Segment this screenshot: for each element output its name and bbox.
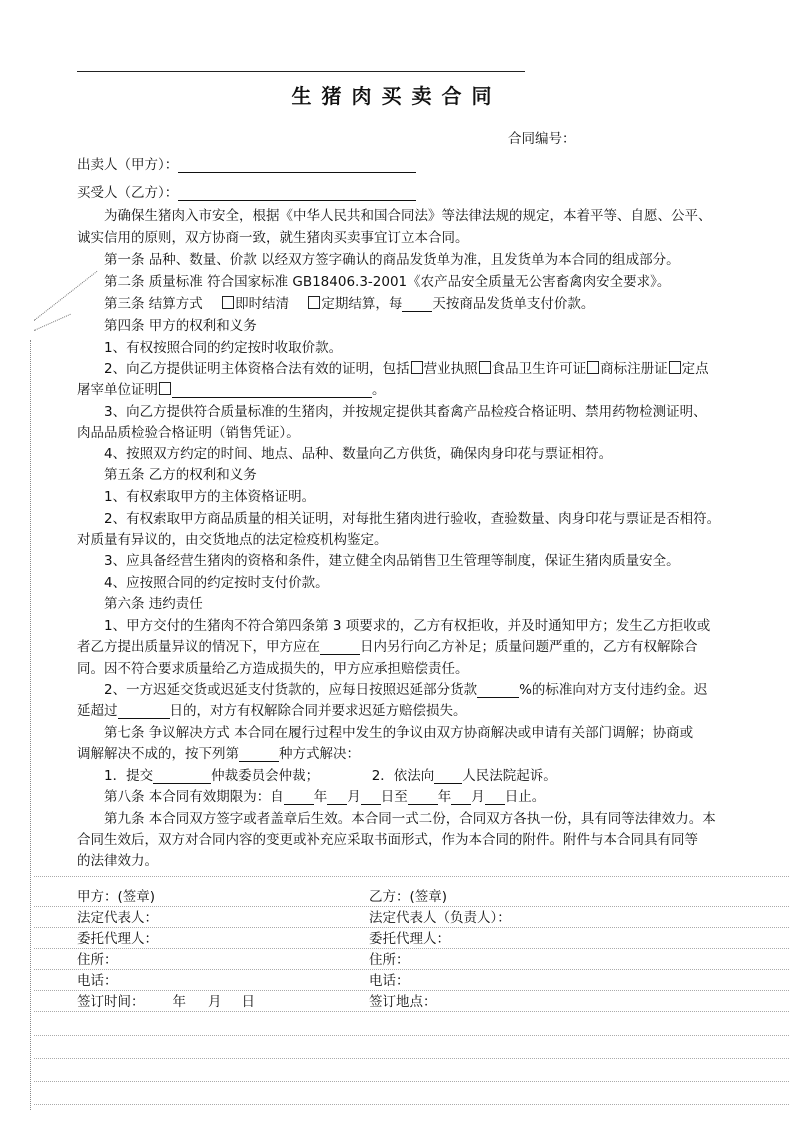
sign-month: 月 — [208, 994, 222, 1010]
article-6-title: 第六条 违约责任 — [104, 596, 203, 612]
a6-1-text-c: 日内另行向乙方补足；质量问题严重的，乙方有权解除合 — [360, 639, 698, 655]
article-2: 第二条 质量标准 符合国家标准 GB18406.3-2001《农产品安全质量无公害畜禽肉安全要求》。 — [104, 274, 671, 290]
art8-year-end: 年 — [437, 789, 452, 805]
dotted-rule — [34, 969, 789, 970]
article-5-item-4: 4、应按照合同的约定按时支付价款。 — [104, 575, 329, 591]
party-b-phone: 电话： — [369, 973, 410, 989]
article-8 — [104, 789, 545, 805]
dotted-rule — [34, 990, 789, 991]
court-blank[interactable] — [434, 769, 462, 784]
article-6-item-1-cont — [77, 639, 698, 655]
party-a-phone: 电话： — [77, 973, 118, 989]
sign-day: 日 — [241, 994, 255, 1010]
buyer-label: 买受人（乙方）： — [77, 185, 179, 201]
art7-text-c: 种方式解决： — [279, 746, 360, 762]
end-day-blank[interactable] — [485, 790, 505, 805]
article-4-item-4: 4、按照双方约定的时间、地点、品种、数量向乙方供货，确保肉身印花与票证相符。 — [104, 446, 613, 462]
party-a-date — [77, 994, 255, 1010]
dotted-rule — [34, 1104, 789, 1105]
article-7-options — [104, 768, 557, 784]
art7-text-b: 调解解决不成的，按下列第 — [77, 746, 239, 762]
dotted-rule — [34, 876, 789, 877]
start-month-blank[interactable] — [327, 790, 347, 805]
a4-2-business-license: 营业执照 — [423, 361, 478, 377]
intro-line-1: 为确保生猪肉入市安全，根据《中华人民共和国合同法》等法律法规的规定，本着平等、自愿、公平、 — [104, 208, 712, 224]
a4-2-trademark: 商标注册证 — [600, 361, 668, 377]
checkbox-slaughter-cert[interactable] — [159, 382, 171, 395]
a4-2-hygiene-permit: 食品卫生许可证 — [491, 361, 587, 377]
article-3 — [104, 296, 594, 312]
a4-2-period: 。 — [372, 382, 386, 398]
dotted-rule — [34, 1081, 789, 1082]
article-9: 第九条 本合同双方签字或者盖章后生效。本合同一式二份，合同双方各执一份，具有同等法律效力。本 — [104, 811, 716, 827]
top-rule — [77, 71, 525, 72]
a4-2-designated: 定点 — [681, 361, 709, 377]
option-periodic-tail: 天按商品发货单支付价款。 — [432, 296, 595, 312]
decorative-dotted-line — [34, 271, 98, 321]
article-5-item-2-cont: 对质量有异议的，由交货地点的法定检疫机构鉴定。 — [77, 532, 388, 548]
article-4-item-3: 3、向乙方提供符合质量标准的生猪肉，并按规定提供其畜禽产品检疫合格证明、禁用药物检测证明、 — [104, 404, 707, 420]
article-4-item-3-cont: 肉品品质检验合格证明（销售凭证）。 — [77, 425, 300, 441]
party-a-rep: 法定代表人： — [77, 910, 158, 926]
days-blank[interactable] — [402, 297, 432, 312]
a6-2-text-b: %的标准向对方支付违约金。迟 — [519, 682, 708, 698]
dotted-rule — [34, 1058, 789, 1059]
seller-label: 出卖人（甲方）： — [77, 157, 179, 173]
dotted-rule — [34, 927, 789, 928]
checkbox-immediate[interactable] — [222, 296, 234, 309]
a6-2-text-d: 日的，对方有权解除合同并要求迟延方赔偿损失。 — [169, 703, 467, 719]
article-4-item-1: 1、有权按照合同的约定按时收取价款。 — [104, 340, 343, 356]
checkbox-trademark[interactable] — [587, 361, 599, 374]
party-b-agent: 委托代理人： — [369, 931, 450, 947]
article-6-item-1-cont2: 同。因不符合要求质量给乙方造成损失的，甲方应承担赔偿责任。 — [77, 661, 469, 677]
seller-line — [77, 157, 416, 173]
buyer-blank[interactable] — [178, 186, 416, 201]
a4-2-text: 2、向乙方提供证明主体资格合法有效的证明，包括 — [104, 361, 410, 377]
article-1: 第一条 品种、数量、价款 以经双方签字确认的商品发货单为准，且发货单为本合同的组成部分。 — [104, 252, 680, 268]
left-dotted-margin — [30, 340, 39, 1110]
days-supplement-blank[interactable] — [320, 640, 360, 655]
a6-2-text-c: 延超过 — [77, 703, 118, 719]
art8-day-to: 日至 — [380, 789, 408, 805]
start-year-blank[interactable] — [284, 790, 314, 805]
end-year-blank[interactable] — [408, 790, 438, 805]
buyer-line — [77, 185, 416, 201]
penalty-rate-blank[interactable] — [477, 683, 519, 698]
dotted-rule — [34, 948, 789, 949]
intro-line-2: 诚实信用的原则，双方协商一致，就生猪肉买卖事宜订立本合同。 — [77, 230, 469, 246]
article-5-title: 第五条 乙方的权利和义务 — [104, 467, 257, 483]
article-6-item-2-cont — [77, 703, 467, 719]
dotted-rule — [34, 1035, 789, 1036]
article-5-item-1: 1、有权索取甲方的主体资格证明。 — [104, 489, 316, 505]
a6-1-text-b: 者乙方提出质量异议的情况下，甲方应在 — [77, 639, 320, 655]
a7-2-tail: 人民法院起诉。 — [462, 768, 557, 784]
checkbox-designated[interactable] — [669, 361, 681, 374]
option-periodic: 定期结算，每 — [321, 296, 403, 312]
party-a-address: 住所： — [77, 952, 118, 968]
contract-number-label: 合同编号： — [508, 131, 576, 147]
dotted-rule — [34, 1011, 789, 1012]
article-6-item-2 — [104, 682, 707, 698]
article-7: 第七条 争议解决方式 本合同在履行过程中发生的争议由双方协商解决或申请有关部门调解；协商或 — [104, 725, 694, 741]
seller-blank[interactable] — [178, 158, 416, 173]
delay-days-blank[interactable] — [118, 704, 170, 719]
party-b-sign: 乙方：(签章) — [369, 889, 448, 905]
party-b-rep: 法定代表人（负责人）： — [369, 910, 511, 926]
document-title: 生猪肉买卖合同 — [291, 84, 502, 108]
art8-text: 第八条 本合同有效期限为：自 — [104, 789, 284, 805]
a7-1-text: 1．提交 — [104, 768, 154, 784]
article-9-cont: 合同生效后，双方对合同内容的变更或补充应采取书面形式，作为本合同的附件。附件与本合同具有同等 — [77, 832, 698, 848]
article-3-title: 第三条 结算方式 — [104, 296, 203, 312]
article-5-item-3: 3、应具备经营生猪肉的资格和条件，建立健全肉品销售卫生管理等制度，保证生猪肉质量安全。 — [104, 553, 680, 569]
art8-day-end: 日止。 — [504, 789, 546, 805]
option-immediate: 即时结清 — [235, 296, 290, 312]
a7-1-tail: 仲裁委员会仲裁； — [211, 768, 320, 784]
checkbox-hygiene-permit[interactable] — [479, 361, 491, 374]
article-4-item-2 — [104, 361, 709, 377]
art8-month: 月 — [347, 789, 361, 805]
article-9-cont2: 的法律效力。 — [77, 853, 158, 869]
art8-year: 年 — [313, 789, 328, 805]
party-a-agent: 委托代理人： — [77, 931, 158, 947]
article-6-item-1: 1、甲方交付的生猪肉不符合第四条第 3 项要求的，乙方有权拒收，并及时通知甲方；发生乙方拒收或 — [104, 618, 711, 634]
article-5-item-2: 2、有权索取甲方商品质量的相关证明，对每批生猪肉进行验收，查验数量、肉身印花与票证是否相符。 — [104, 511, 721, 527]
sign-date-label: 签订时间： — [77, 994, 145, 1010]
party-a-sign: 甲方：(签章) — [77, 889, 156, 905]
party-b-place: 签订地点： — [369, 994, 437, 1010]
resolution-choice-blank[interactable] — [239, 747, 279, 762]
article-4-title: 第四条 甲方的权利和义务 — [104, 318, 257, 334]
end-month-blank[interactable] — [451, 790, 471, 805]
article-7-cont — [77, 746, 360, 762]
start-day-blank[interactable] — [361, 790, 381, 805]
slaughter-cert-blank[interactable] — [172, 383, 372, 398]
a6-2-text-a: 2、一方迟延交货或迟延支付货款的，应每日按照迟延部分货款 — [104, 682, 478, 698]
checkbox-business-license[interactable] — [411, 361, 423, 374]
sign-year: 年 — [172, 994, 186, 1010]
arbitration-blank[interactable] — [153, 769, 211, 784]
checkbox-periodic[interactable] — [308, 296, 320, 309]
party-b-address: 住所： — [369, 952, 410, 968]
dotted-rule — [34, 906, 789, 907]
article-4-item-2-cont — [77, 382, 386, 398]
a7-2-text: 2．依法向 — [371, 768, 435, 784]
a4-2-slaughter-cert: 屠宰单位证明 — [77, 382, 158, 398]
art8-month-end: 月 — [471, 789, 485, 805]
